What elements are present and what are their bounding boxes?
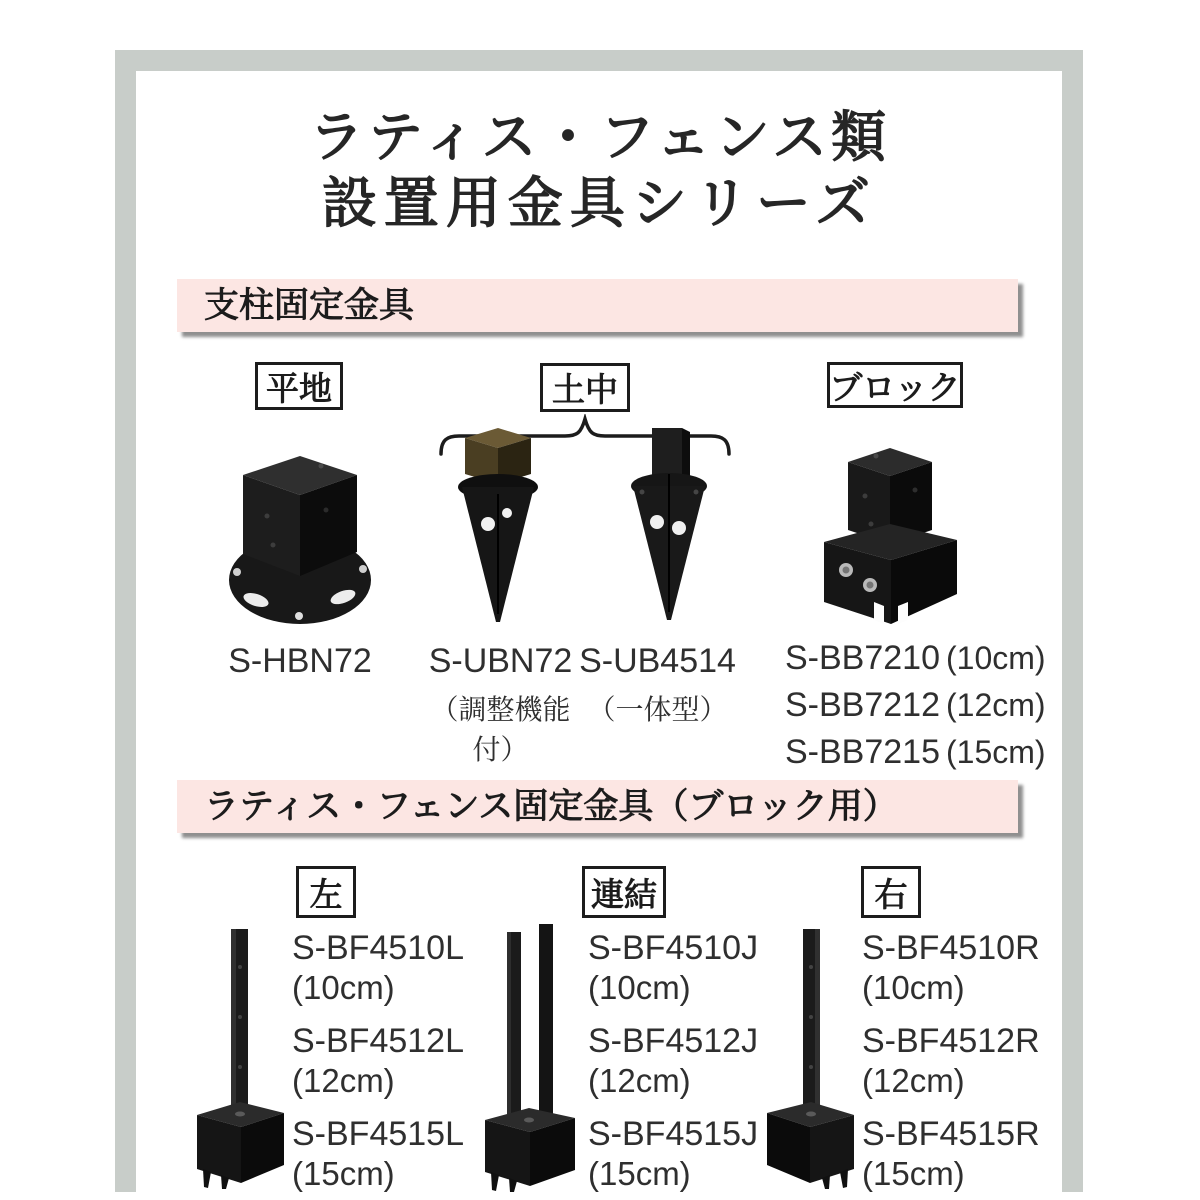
product-size: (10cm) [588, 969, 691, 1006]
caption-s-bb-list [785, 638, 1046, 779]
column-joint-codes [588, 928, 783, 1194]
product-size: (12cm) [946, 687, 1046, 723]
list-item [588, 1021, 783, 1101]
product-code: S-UBN72 [428, 642, 573, 680]
caption-s-ub4514 [575, 642, 740, 728]
list-item [862, 928, 1062, 1008]
product-size: (12cm) [292, 1062, 395, 1099]
page-title [136, 104, 1063, 236]
product-code: S-BB7215 [785, 733, 940, 771]
product-code: S-BF4515R [862, 1115, 1040, 1153]
list-item [785, 732, 1046, 779]
product-size: (15cm) [862, 1155, 965, 1192]
product-code: S-BF4510J [588, 929, 759, 967]
product-photo-s-hbn72 [225, 448, 375, 633]
tag-right: 右 [861, 866, 921, 918]
page-title-line1: ラティス・フェンス類 [308, 106, 891, 168]
product-code: S-BF4512L [292, 1022, 464, 1060]
list-item [292, 1114, 487, 1194]
product-code: S-UB4514 [579, 642, 736, 680]
product-note: （調整機能付） [430, 694, 571, 765]
product-photo-s-ubn72 [438, 424, 558, 636]
list-item [588, 1114, 783, 1194]
list-item [785, 685, 1046, 732]
section1-header: 支柱固定金具 [177, 279, 1018, 332]
product-code: S-BF4512J [588, 1022, 759, 1060]
tag-joint: 連結 [582, 866, 666, 918]
tag-flat-ground: 平地 [255, 362, 343, 410]
product-size: (12cm) [588, 1062, 691, 1099]
page-title-line2: 設置用金具シリーズ [321, 172, 878, 234]
product-photo-s-bf-joint [477, 922, 583, 1194]
product-code: S-BF4510L [292, 929, 464, 967]
product-code: S-BB7210 [785, 639, 940, 677]
list-item [785, 638, 1046, 685]
product-size: (10cm) [862, 969, 965, 1006]
product-size: (10cm) [292, 969, 395, 1006]
caption-s-hbn72 [215, 642, 385, 681]
product-photo-s-bb [818, 442, 963, 632]
tag-block: ブロック [827, 362, 963, 408]
list-item [292, 928, 487, 1008]
section2-header: ラティス・フェンス固定金具（ブロック用） [177, 780, 1018, 833]
column-left-codes [292, 928, 487, 1194]
product-code: S-BF4510R [862, 929, 1040, 967]
column-right-codes [862, 928, 1062, 1194]
product-size: (12cm) [862, 1062, 965, 1099]
product-code: S-BF4512R [862, 1022, 1040, 1060]
product-code: S-BB7212 [785, 686, 940, 724]
product-code: S-BF4515L [292, 1115, 464, 1153]
tag-left: 左 [296, 866, 356, 918]
product-code: S-BF4515J [588, 1115, 759, 1153]
list-item [588, 928, 783, 1008]
product-size: (15cm) [946, 734, 1046, 770]
list-item [862, 1114, 1062, 1194]
product-size: (10cm) [946, 640, 1046, 676]
product-note: （一体型） [587, 694, 728, 725]
product-size: (15cm) [292, 1155, 395, 1192]
caption-s-ubn72 [413, 642, 588, 768]
product-size: (15cm) [588, 1155, 691, 1192]
product-photo-s-ub4514 [608, 424, 728, 636]
product-code: S-HBN72 [228, 642, 372, 680]
list-item [292, 1021, 487, 1101]
list-item [862, 1021, 1062, 1101]
tag-underground: 土中 [540, 363, 630, 412]
product-photo-s-bf-left [193, 925, 289, 1193]
